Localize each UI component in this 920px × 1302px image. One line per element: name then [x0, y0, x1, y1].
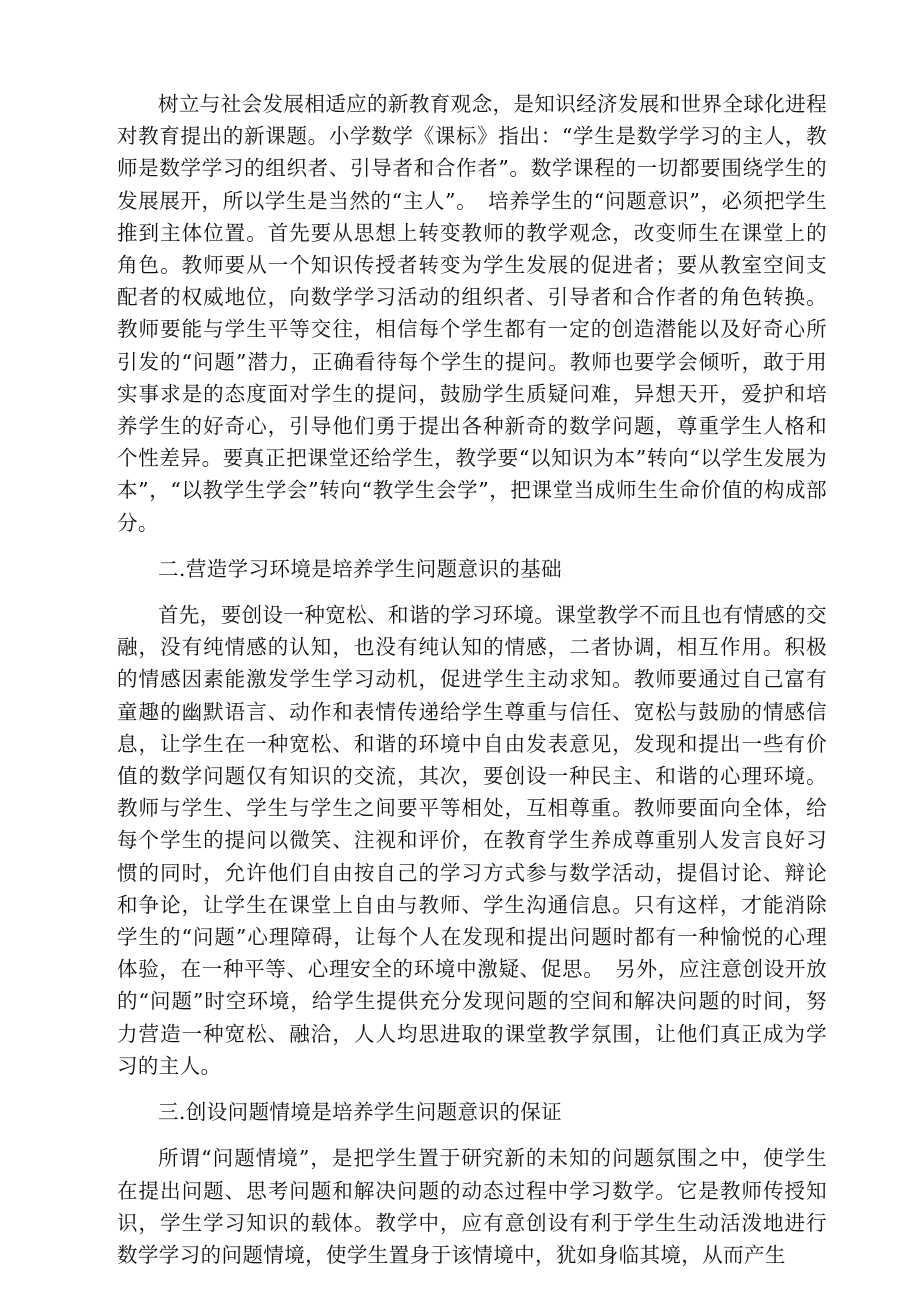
- section-heading-problem-situation: 三.创设问题情境是培养学生问题意识的保证: [158, 1100, 563, 1125]
- paragraph-gap: [117, 539, 827, 553]
- paragraph-gap: [117, 1128, 827, 1142]
- document-page: [117, 88, 827, 1271]
- section-heading-learning-environment: 二.营造学习环境是培养学生问题意识的基础: [158, 556, 563, 581]
- paragraph-learning-environment: 首先，要创设一种宽松、和谐的学习环境。课堂教学不而且也有情感的交融，没有纯情感的认知，也没有纯认知的情感，二者协调，相互作用。积极的情感因素能激发学生学习动机，促进学生主动求知。教师要通过自己富有童趣的幽默语言、动作和表情传递给学生尊重与信任、宽松与鼓励的情感信息，让学生在一种宽松、和谐的环境中自由发表意见，发现和提出一些有价值的数学问题仅有知识的交流，其次，要创设一种民主、和谐的心理环境。教师与学生、学生与学生之间要平等相处，互相尊重。教师要面向全体，给每个学生的提问以微笑、注视和评价，在教育学生养成尊重别人发言良好习惯的同时，允许他们自由按自己的学习方式参与数学活动，提倡讨论、辩论和争论，让学生在课堂上自由与教师、学生沟通信息。只有这样，才能消除学生的“问题”心理障碍，让每个人在发现和提出问题时都有一种愉悦的心理体验，在一种平等、心理安全的环境中激疑、促思。 另外，应注意创设开放的“问题”时空环境，给学生提供充分发现问题的空间和解决问题的时间，努力营造一种宽松、融洽，人人均思进取的课堂教学氛围，让他们真正成为学习的主人。: [117, 603, 827, 1078]
- paragraph-teacher-role: 树立与社会发展相适应的新教育观念，是知识经济发展和世界全球化进程对教育提出的新课题。小学数学《课标》指出：“学生是数学学习的主人，教师是数学学习的组织者、引导者和合作者”。数学课程的一切都要围绕学生的发展展开，所以学生是当然的“主人”。 培养学生的“问题意识”，必须把学生推到主体位置。首先要从思想上转变教师的教学观念，改变师生在课堂上的角色。教师要从一个知识传授者转变为学生发展的促进者；要从教室空间支配者的权威地位，向数学学习活动的组织者、引导者和合作者的角色转换。教师要能与学生平等交往，相信每个学生都有一定的创造潜能以及好奇心所引发的“问题”潜力，正确看待每个学生的提问。教师也要学会倾听，敢于用实事求是的态度面对学生的提问，鼓励学生质疑问难，异想天开，爱护和培养学生的好奇心，引导他们勇于提出各种新奇的数学问题，尊重学生人格和个性差异。要真正把课堂还给学生，教学要“以知识为本”转向“以学生发展为本”，“以教学生学会”转向“教学生会学”，把课堂当成师生生命价值的构成部分。: [117, 92, 827, 535]
- paragraph-problem-situation: 所谓“问题情境”，是把学生置于研究新的未知的问题氛围之中，使学生在提出问题、思考问题和解决问题的动态过程中学习数学。它是教师传授知识，学生学习知识的载体。教学中，应有意创设有利于学生生动活泼地进行数学学习的问题情境，使学生置身于该情境中，犹如身临其境，从而产生: [117, 1146, 827, 1267]
- paragraph-gap: [117, 1082, 827, 1096]
- paragraph-gap: [117, 585, 827, 599]
